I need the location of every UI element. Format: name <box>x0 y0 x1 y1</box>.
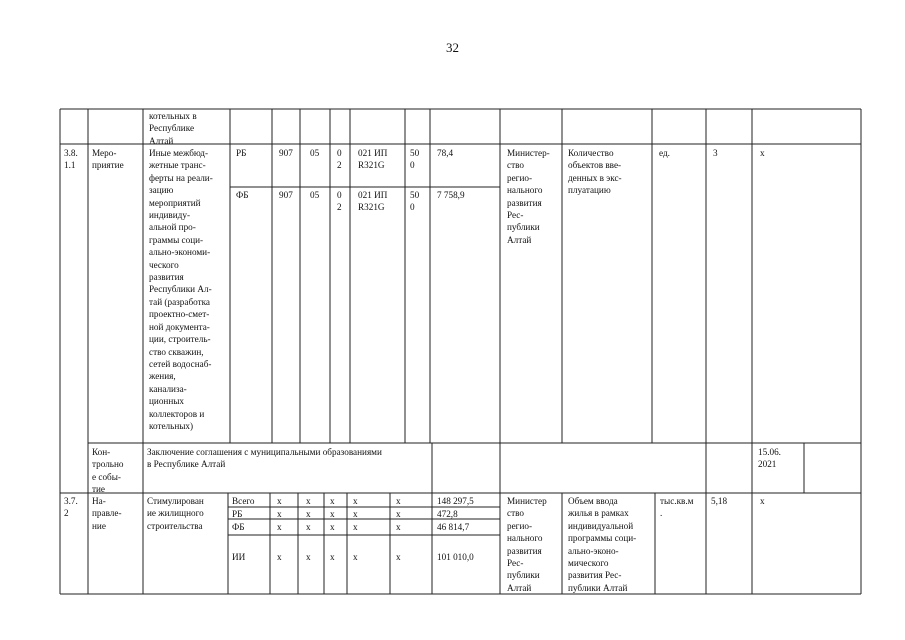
row-3-8-1-x: х <box>760 148 765 158</box>
x-mark: х <box>396 522 401 532</box>
budget-vr: 50 0 <box>410 190 420 213</box>
page-number: 32 <box>446 40 459 55</box>
x-mark: х <box>330 522 335 532</box>
budget-amount: 7 758,9 <box>437 190 465 200</box>
budget-amount: 78,4 <box>437 148 454 158</box>
x-mark: х <box>330 509 335 519</box>
budget-amount: 472,8 <box>437 509 458 519</box>
x-mark: х <box>396 509 401 519</box>
budget-grbs: 907 <box>279 190 293 200</box>
x-mark: х <box>330 496 335 506</box>
row-3-8-1-value: 3 <box>713 148 718 158</box>
x-mark: х <box>353 509 358 519</box>
budget-amount: 101 010,0 <box>437 552 474 562</box>
x-mark: х <box>353 496 358 506</box>
budget-csr: 021 ИП R321G <box>358 148 388 171</box>
x-mark: х <box>396 496 401 506</box>
budget-amount: 148 297,5 <box>437 496 474 506</box>
control-event-text: Заключение соглашения с муниципальными образованиями в Республике Алтай <box>147 447 382 470</box>
budget-source: Всего <box>232 496 255 506</box>
row-3-7-2-number: 3.7. 2 <box>64 496 78 519</box>
budget-source: РБ <box>232 509 243 519</box>
x-mark: х <box>306 496 311 506</box>
budget-rz: 05 <box>310 148 320 158</box>
budget-pr: 0 2 <box>337 148 342 171</box>
x-mark: х <box>306 552 311 562</box>
row-3-8-1-executor: Министер- ство регио- нального развития Рес- публики Алтай <box>507 148 550 245</box>
row-3-7-2-value: 5,18 <box>711 496 728 506</box>
row-3-7-2-unit: тыс.кв.м . <box>660 496 694 519</box>
x-mark: х <box>277 552 282 562</box>
budget-grbs: 907 <box>279 148 293 158</box>
budget-pr: 0 2 <box>337 190 342 213</box>
row-3-8-1-unit: ед. <box>659 148 670 158</box>
control-event-date: 15.06. 2021 <box>758 447 781 470</box>
budget-rz: 05 <box>310 190 320 200</box>
budget-amount: 46 814,7 <box>437 522 470 532</box>
row-3-7-2-x: х <box>760 496 765 506</box>
x-mark: х <box>353 552 358 562</box>
top-row-name: котельных в Республике Алтай <box>149 111 197 146</box>
x-mark: х <box>306 509 311 519</box>
x-mark: х <box>330 552 335 562</box>
budget-source: ФБ <box>236 190 249 200</box>
x-mark: х <box>306 522 311 532</box>
x-mark: х <box>277 522 282 532</box>
budget-source: ИИ <box>232 552 246 562</box>
row-3-8-1-name: Иные межбюд- жетные транс- ферты на реали- зацию мероприятий индивиду- альной про- граммы соци- ально-экономи- ческого развития Республики Ал- тай (разработка проектно-смет- ной документа- ции, строитель- ство скважин, сетей водоснаб- жения, канализа- ционных коллекторов и котельных) <box>149 148 213 431</box>
row-3-8-1-number: 3.8. 1.1 <box>64 148 78 171</box>
x-mark: х <box>353 522 358 532</box>
row-3-7-2-type: На- правле- ние <box>92 496 122 531</box>
row-3-7-2-name: Стимулирован ие жилищного строительства <box>147 496 204 531</box>
row-3-7-2-indicator: Объем ввода жилья в рамках индивидуальной программы соци- ально-эконо- мического развития Рес- публики Алтай <box>568 496 637 593</box>
control-event-type: Кон- трольно е собы- тие <box>92 447 124 495</box>
budget-source: РБ <box>236 148 247 158</box>
budget-source: ФБ <box>232 522 245 532</box>
budget-vr: 50 0 <box>410 148 420 171</box>
x-mark: х <box>396 552 401 562</box>
row-3-8-1-indicator: Количество объектов вве- денных в экс- плуатацию <box>568 148 622 196</box>
x-mark: х <box>277 496 282 506</box>
row-3-7-2-executor: Министер ство регио- нального развития Рес- публики Алтай <box>507 496 547 593</box>
row-3-8-1-type: Меро- приятие <box>92 148 124 171</box>
x-mark: х <box>277 509 282 519</box>
budget-csr: 021 ИП R321G <box>358 190 388 213</box>
